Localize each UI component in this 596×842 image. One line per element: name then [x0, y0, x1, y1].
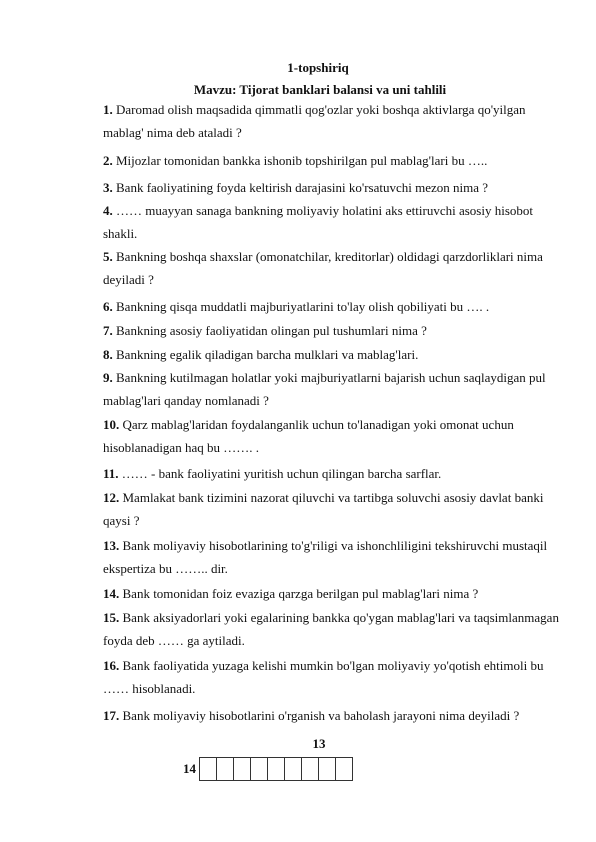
crossword-row-label: 14	[183, 761, 196, 776]
crossword-cell[interactable]	[302, 757, 319, 781]
question-text: …… - bank faoliyatini yuritish uchun qilingan barcha sarflar.	[121, 466, 442, 481]
question-3	[103, 176, 563, 199]
crossword-cell[interactable]	[200, 757, 217, 781]
question-number: 17.	[103, 708, 120, 723]
question-16	[103, 654, 563, 701]
crossword-row	[183, 757, 353, 781]
crossword-column-label: 13	[312, 736, 326, 751]
question-text: Bankning boshqa shaxslar (omonatchilar, kreditorlar) oldidagi qarzdorliklari nima deyiladi ?	[103, 249, 543, 288]
question-14	[103, 582, 563, 605]
question-13	[103, 534, 563, 581]
question-4	[103, 199, 563, 246]
question-7	[103, 319, 563, 342]
question-number: 9.	[103, 370, 113, 385]
question-2	[103, 149, 563, 172]
question-number: 13.	[103, 538, 120, 553]
question-8	[103, 343, 563, 366]
question-1	[103, 98, 563, 145]
question-number: 14.	[103, 586, 120, 601]
question-number: 7.	[103, 323, 113, 338]
question-text: Mamlakat bank tizimini nazorat qiluvchi va tartibga soluvchi asosiy davlat banki qaysi ?	[103, 490, 544, 529]
crossword-cell[interactable]	[217, 757, 234, 781]
question-text: Bank faoliyatida yuzaga kelishi mumkin bo'lgan moliyaviy yo'qotish ehtimoli bu …… hisoblanadi.	[103, 658, 544, 697]
question-text: Bankning egalik qiladigan barcha mulklari va mablag'lari.	[116, 347, 419, 362]
question-9	[103, 366, 563, 413]
question-number: 1.	[103, 102, 113, 117]
crossword-cell[interactable]	[268, 757, 285, 781]
crossword-cell[interactable]	[319, 757, 336, 781]
question-text: Bank aksiyadorlari yoki egalarining bankka qo'ygan mablag'lari va taqsimlanmagan foyda deb …… ga aytiladi.	[103, 610, 559, 649]
question-text: Bank tomonidan foiz evaziga qarzga berilgan pul mablag'lari nima ?	[122, 586, 479, 601]
page-subtitle: Mavzu: Tijorat banklari balansi va uni tahlili	[193, 82, 447, 97]
question-text: Daromad olish maqsadida qimmatli qog'ozlar yoki boshqa aktivlarga qo'yilgan mablag' nima deb ataladi ?	[103, 102, 526, 141]
question-text: Bank moliyaviy hisobotlarining to'g'riligi va ishonchliligini tekshiruvchi mustaqil ekspertiza bu …….. dir.	[103, 538, 548, 577]
crossword-cells	[199, 757, 353, 781]
question-number: 11.	[103, 466, 119, 481]
question-number: 16.	[103, 658, 120, 673]
question-text: Bankning qisqa muddatli majburiyatlarini to'lay olish qobiliyati bu …. .	[116, 299, 490, 314]
question-12	[103, 486, 563, 533]
question-text: Bank moliyaviy hisobotlarini o'rganish va baholash jarayoni nima deyiladi ?	[122, 708, 520, 723]
question-6	[103, 295, 563, 318]
crossword-cell[interactable]	[251, 757, 268, 781]
question-15	[103, 606, 563, 653]
question-number: 8.	[103, 347, 113, 362]
question-5	[103, 245, 563, 292]
question-number: 15.	[103, 610, 120, 625]
question-number: 6.	[103, 299, 113, 314]
question-number: 10.	[103, 417, 120, 432]
crossword-cell[interactable]	[285, 757, 302, 781]
question-text: Mijozlar tomonidan bankka ishonib topshirilgan pul mablag'lari bu …..	[116, 153, 488, 168]
question-text: Qarz mablag'laridan foydalanganlik uchun to'lanadigan yoki omonat uchun hisoblanadigan haq bu ……. .	[103, 417, 514, 456]
question-number: 4.	[103, 203, 113, 218]
question-text: …… muayyan sanaga bankning moliyaviy holatini aks ettiruvchi asosiy hisobot shakli.	[103, 203, 534, 242]
question-number: 3.	[103, 180, 113, 195]
question-number: 12.	[103, 490, 120, 505]
crossword-cell[interactable]	[336, 757, 353, 781]
question-10	[103, 413, 563, 460]
question-text: Bankning kutilmagan holatlar yoki majburiyatlarni bajarish uchun saqlaydigan pul mablag'lari qanday nomlanadi ?	[103, 370, 546, 409]
page-title: 1-topshiriq	[287, 60, 349, 75]
question-number: 2.	[103, 153, 113, 168]
question-17	[103, 704, 583, 727]
question-text: Bankning asosiy faoliyatidan olingan pul tushumlari nima ?	[116, 323, 427, 338]
question-text: Bank faoliyatining foyda keltirish darajasini ko'rsatuvchi mezon nima ?	[116, 180, 489, 195]
question-number: 5.	[103, 249, 113, 264]
crossword-cell[interactable]	[234, 757, 251, 781]
question-11	[103, 462, 563, 485]
